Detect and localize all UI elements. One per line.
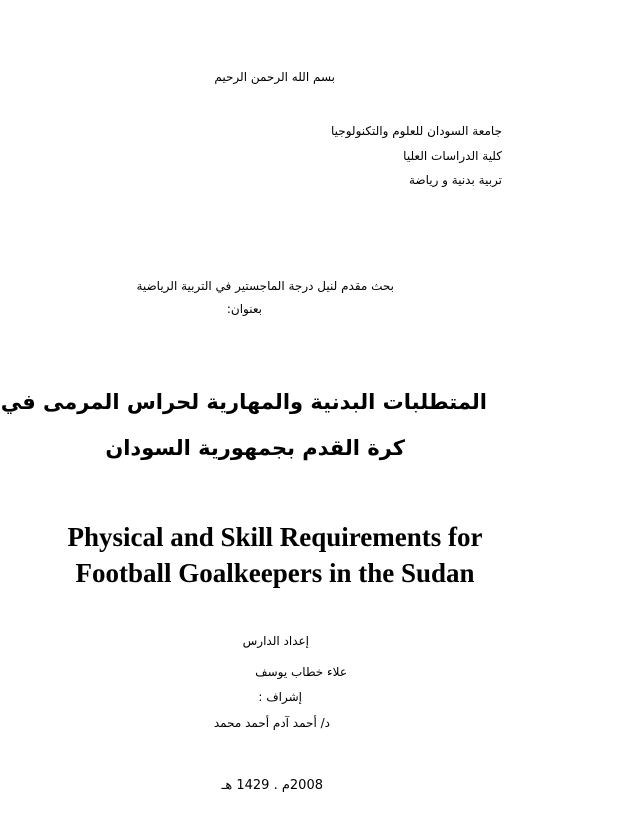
research-purpose: بحث مقدم لنيل درجة الماجستير في التربية الرياضية (136, 279, 394, 293)
english-title-line-2: Football Goalkeepers in the Sudan (75, 558, 475, 588)
titled-label: بعنوان: (226, 302, 262, 316)
department-name: تربية بدنية و رياضة (408, 173, 502, 187)
supervision-label: إشراف : (258, 690, 302, 704)
basmala: بسم الله الرحمن الرحيم (214, 70, 335, 84)
arabic-title-line-2: كرة القدم بجمهورية السودان (105, 436, 405, 460)
supervisor-name: د/ أحمد آدم أحمد محمد (213, 716, 330, 730)
english-title-line-1: Physical and Skill Requirements for (67, 522, 483, 552)
arabic-title-line-1: المتطلبات البدنية والمهارية لحراس المرمى في (0, 390, 487, 414)
university-name: جامعة السودان للعلوم والتكنولوجيا (331, 124, 502, 138)
student-name: علاء خطاب يوسف (255, 665, 347, 679)
prepared-by-label: إعداد الدارس (242, 634, 309, 648)
date: 2008م . 1429 هـ (221, 778, 323, 793)
college-name: كلية الدراسات العليا (403, 149, 502, 163)
